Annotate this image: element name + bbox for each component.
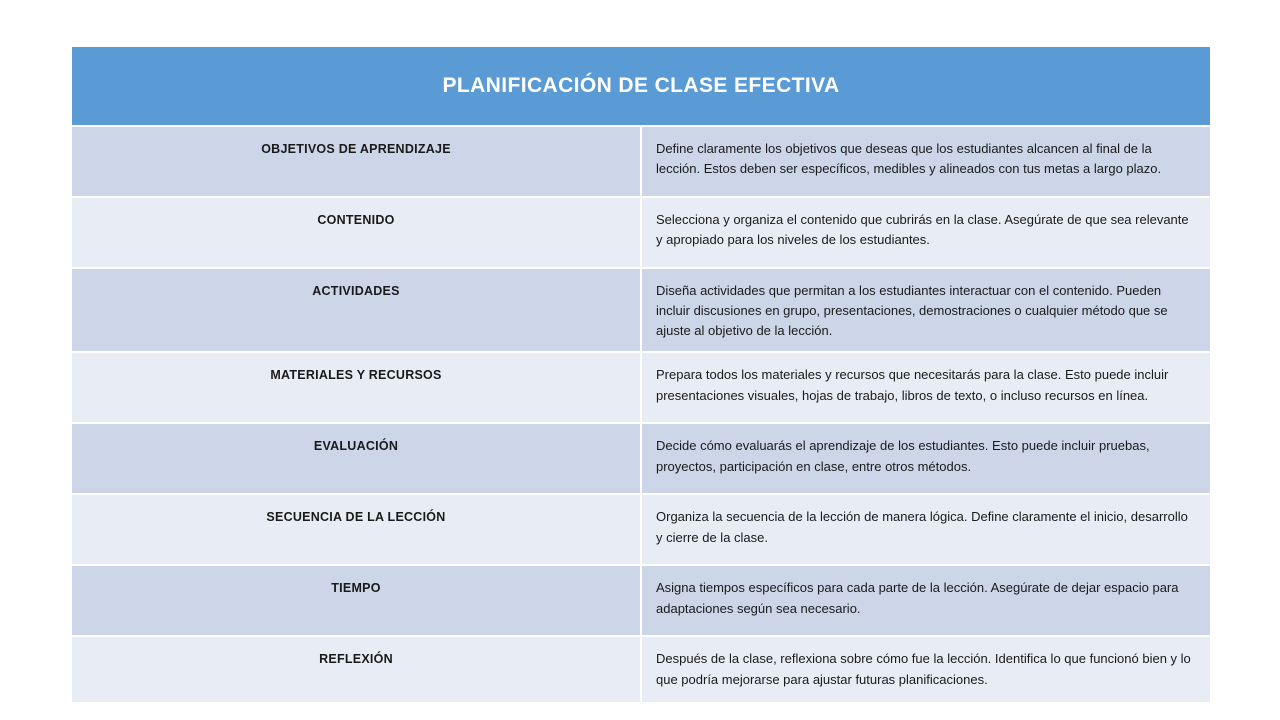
- row-label-cell: [72, 495, 640, 564]
- row-description: Prepara todos los materiales y recursos que necesitarás para la clase. Esto puede incluir presentaciones visuales, hojas de trabajo, libros de texto, o incluso recursos en línea.: [656, 367, 1169, 403]
- row-description-cell: [642, 198, 1210, 267]
- table-row: [72, 353, 1210, 422]
- row-description: Asigna tiempos específicos para cada parte de la lección. Asegúrate de dejar espacio para adaptaciones según sea necesario.: [656, 580, 1179, 616]
- row-label-cell: [72, 566, 640, 635]
- row-description-cell: [642, 637, 1210, 702]
- row-description: Organiza la secuencia de la lección de manera lógica. Define claramente el inicio, desarrollo y cierre de la clase.: [656, 509, 1188, 545]
- row-label: CONTENIDO: [317, 213, 395, 227]
- row-label-cell: [72, 424, 640, 493]
- row-description-cell: [642, 269, 1210, 351]
- table-row: [72, 269, 1210, 351]
- row-description: Selecciona y organiza el contenido que cubrirás en la clase. Asegúrate de que sea relevante y apropiado para los niveles de los estudiantes.: [656, 212, 1189, 248]
- row-description-cell: [642, 566, 1210, 635]
- table-row: [72, 637, 1210, 702]
- page-title: PLANIFICACIÓN DE CLASE EFECTIVA: [442, 74, 840, 98]
- row-label-cell: [72, 637, 640, 702]
- row-label: REFLEXIÓN: [319, 652, 393, 667]
- table-header-cell: [72, 47, 1210, 125]
- table-row: [72, 424, 1210, 493]
- row-description-cell: [642, 127, 1210, 196]
- table-row: [72, 127, 1210, 196]
- row-label: SECUENCIA DE LA LECCIÓN: [266, 510, 446, 525]
- row-label: ACTIVIDADES: [312, 284, 400, 298]
- row-description-cell: [642, 424, 1210, 493]
- row-description: Después de la clase, reflexiona sobre cómo fue la lección. Identifica lo que funcionó bien y lo que podría mejorarse para ajustar futuras planificaciones.: [656, 651, 1191, 687]
- row-label-cell: [72, 353, 640, 422]
- row-label: EVALUACIÓN: [313, 439, 399, 454]
- row-description: Define claramente los objetivos que deseas que los estudiantes alcancen al final de la lección. Estos deben ser específicos, medibles y alineados con tus metas a largo plazo.: [656, 141, 1162, 177]
- table-row: [72, 495, 1210, 564]
- row-description-cell: [642, 353, 1210, 422]
- row-label-cell: [72, 198, 640, 267]
- row-description-cell: [642, 495, 1210, 564]
- row-label: OBJETIVOS DE APRENDIZAJE: [261, 142, 451, 156]
- row-label-cell: [72, 269, 640, 351]
- row-label: TIEMPO: [331, 581, 381, 596]
- row-description: Decide cómo evaluarás el aprendizaje de los estudiantes. Esto puede incluir pruebas, proyectos, participación en clase, entre otros métodos.: [656, 438, 1150, 474]
- lesson-planning-table: [70, 45, 1212, 704]
- table-header-row: [72, 47, 1210, 125]
- table-row: [72, 198, 1210, 267]
- row-description: Diseña actividades que permitan a los estudiantes interactuar con el contenido. Pueden incluir discusiones en grupo, presentaciones, demostraciones o cualquier método que se ajuste al objetivo de la lección.: [656, 283, 1168, 339]
- row-label-cell: [72, 127, 640, 196]
- lesson-planning-table-wrapper: [70, 45, 1212, 704]
- row-label: MATERIALES Y RECURSOS: [270, 368, 442, 383]
- table-row: [72, 566, 1210, 635]
